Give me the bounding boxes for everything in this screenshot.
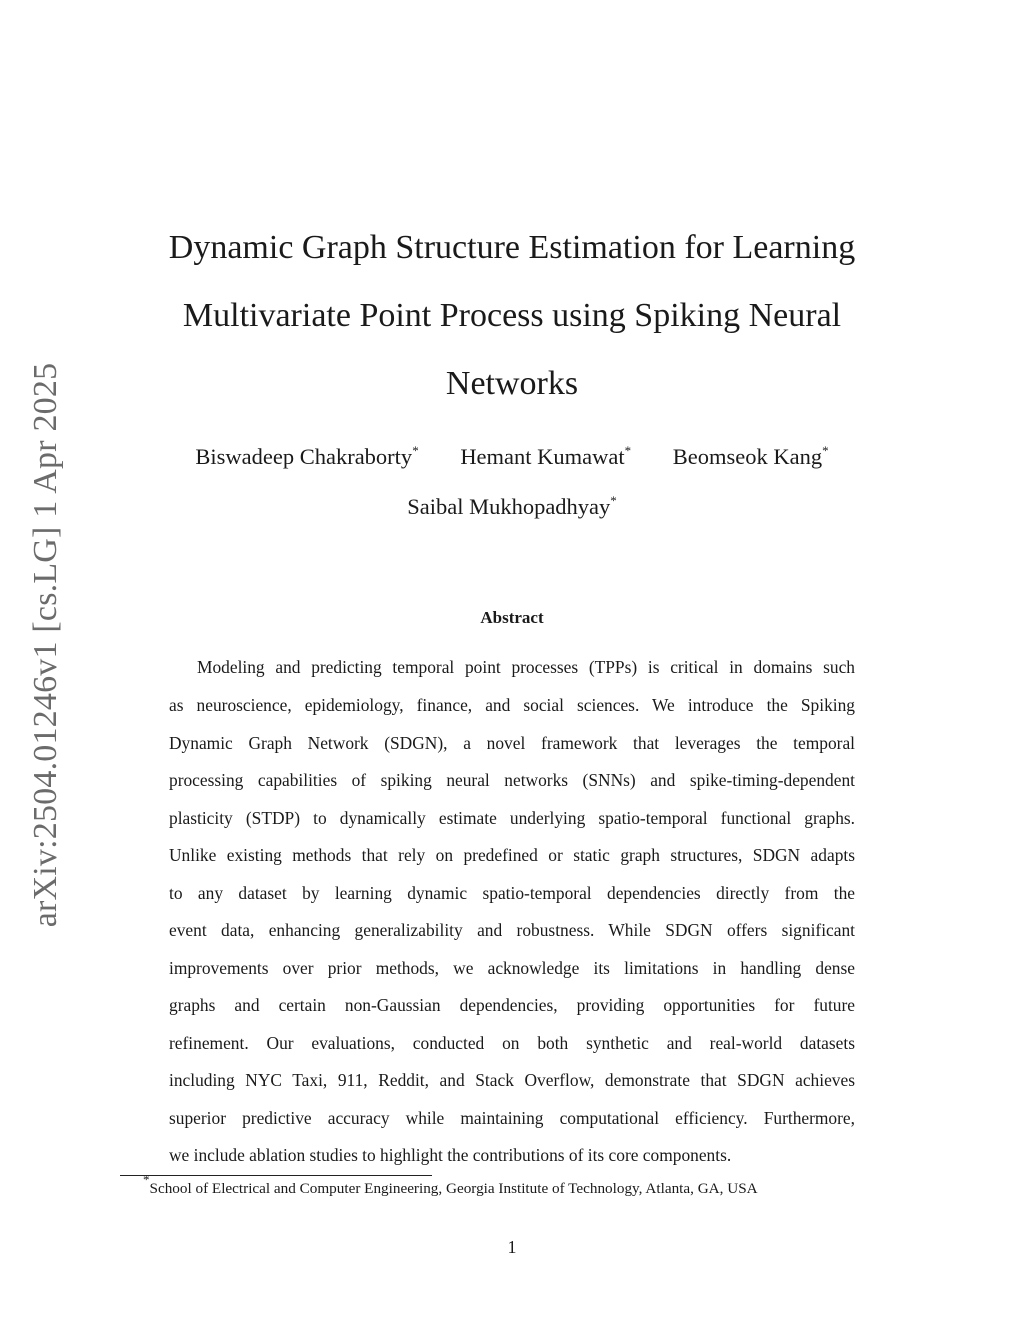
footnote-text: School of Electrical and Computer Engineering, Georgia Institute of Technology, Atlanta, GA, USA (149, 1180, 758, 1197)
abstract-line: superior predictive accuracy while maintaining computational efficiency. Furthermore, (169, 1108, 855, 1128)
affiliation-mark: * (610, 493, 617, 508)
arxiv-identifier-stamp: arXiv:2504.01246v1 [cs.LG] 1 Apr 2025 (27, 362, 64, 928)
abstract-line: graphs and certain non-Gaussian dependencies, providing opportunities for future (169, 995, 855, 1015)
affiliation-footnote (143, 1172, 758, 1199)
author (195, 444, 418, 470)
title-line: Multivariate Point Process using Spiking Neural (182, 297, 842, 334)
footnote-divider (120, 1175, 432, 1176)
title-line: Networks (445, 365, 579, 402)
abstract-line: Unlike existing methods that rely on predefined or static graph structures, SDGN adapts (169, 845, 855, 865)
abstract-line: to any dataset by learning dynamic spatio-temporal dependencies directly from the (169, 883, 855, 903)
affiliation-mark: * (624, 443, 632, 458)
affiliation-mark: * (822, 443, 829, 458)
abstract-line: plasticity (STDP) to dynamically estimate underlying spatio-temporal functional graphs. (169, 808, 855, 828)
abstract-line: as neuroscience, epidemiology, finance, and social sciences. We introduce the Spiking (169, 695, 855, 715)
author-list (130, 444, 894, 470)
title-line: Dynamic Graph Structure Estimation for Learning (168, 229, 856, 266)
abstract-line: we include ablation studies to highlight the contributions of its core components. (169, 1145, 732, 1165)
abstract-line: including NYC Taxi, 911, Reddit, and Stack Overflow, demonstrate that SDGN achieves (169, 1070, 855, 1090)
paper-title (130, 214, 894, 418)
affiliation-mark: * (412, 443, 419, 458)
author-list (130, 494, 894, 520)
author-name: Biswadeep Chakraborty (195, 444, 413, 469)
abstract-line: Modeling and predicting temporal point processes (TPPs) is critical in domains such (197, 657, 855, 677)
abstract-heading: Abstract (480, 608, 544, 627)
page-number: 1 (507, 1237, 517, 1257)
footnote-mark: * (143, 1172, 150, 1187)
abstract-line: refinement. Our evaluations, conducted on both synthetic and real-world datasets (169, 1033, 855, 1053)
author-name: Hemant Kumawat (460, 444, 625, 469)
author (460, 444, 631, 470)
abstract-line: event data, enhancing generalizability and robustness. While SDGN offers significant (169, 920, 855, 940)
author (673, 444, 829, 470)
author-name: Beomseok Kang (672, 444, 823, 469)
abstract-line: improvements over prior methods, we acknowledge its limitations in handling dense (169, 958, 855, 978)
abstract-line: Dynamic Graph Network (SDGN), a novel framework that leverages the temporal (169, 733, 855, 753)
author-name: Saibal Mukhopadhyay (407, 494, 611, 519)
author (407, 494, 617, 520)
abstract-line: processing capabilities of spiking neural networks (SNNs) and spike-timing-dependent (169, 770, 855, 790)
